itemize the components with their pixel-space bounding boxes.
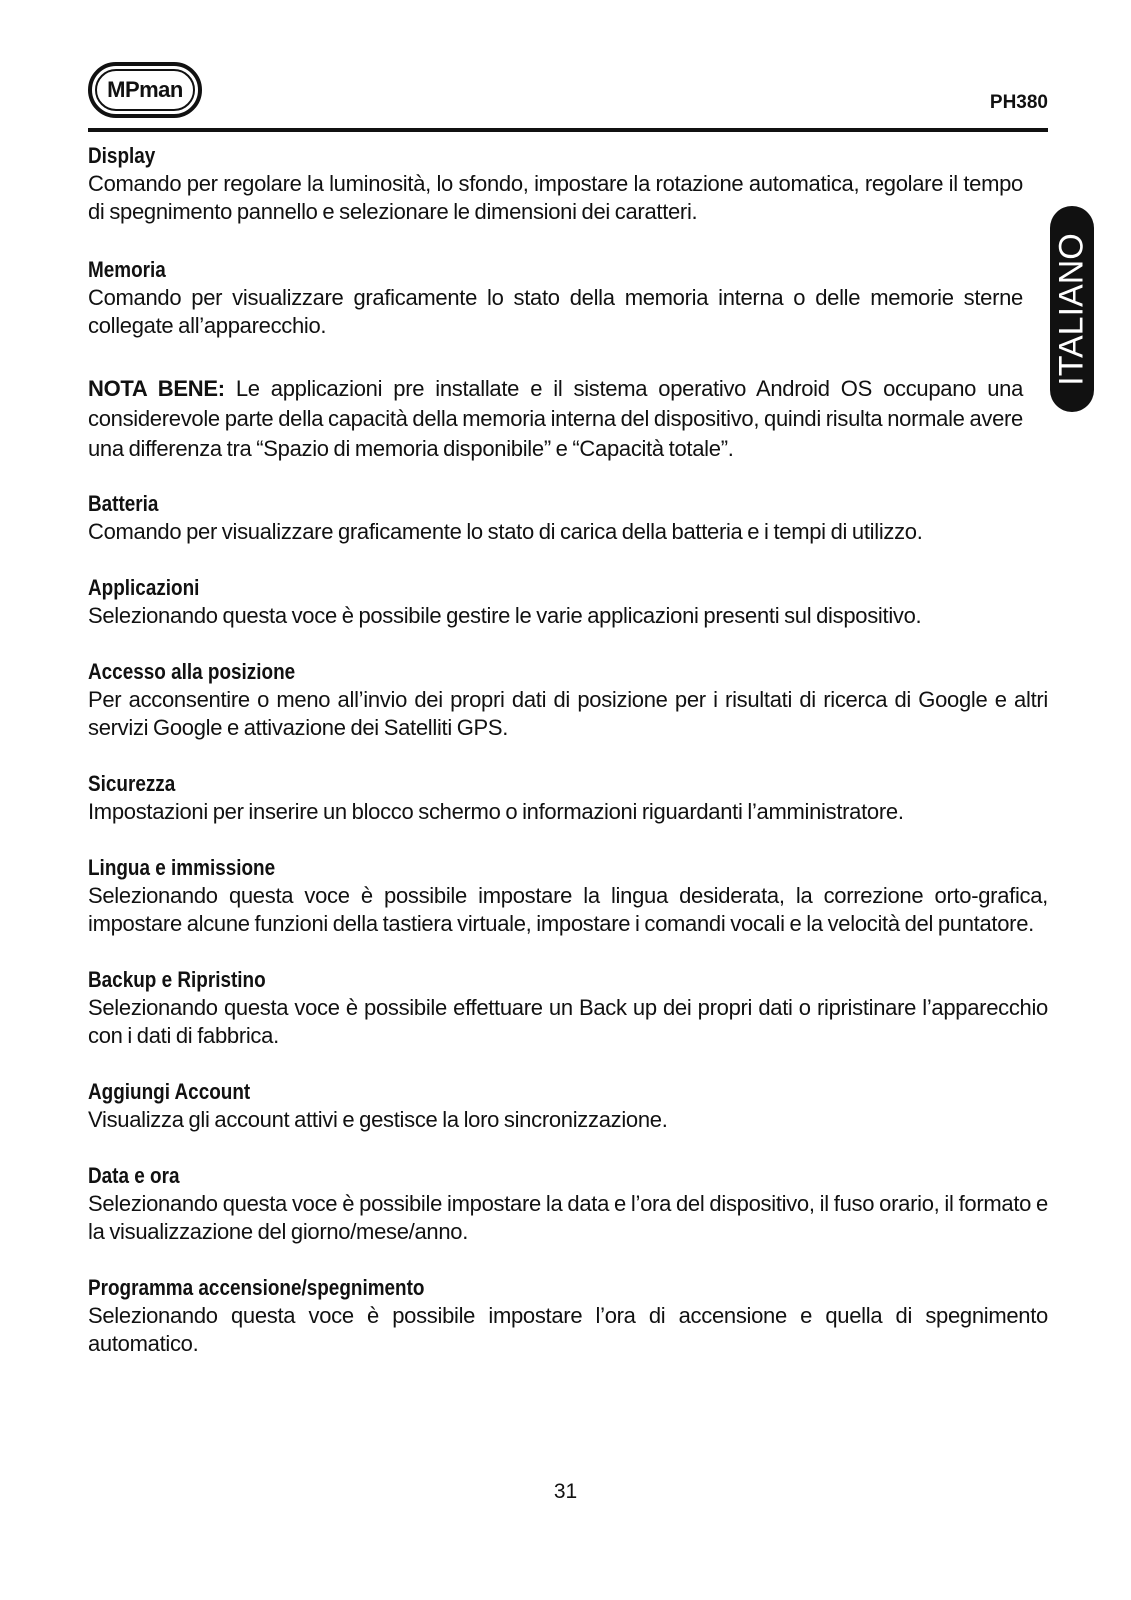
section-lingua-immissione xyxy=(88,854,1048,938)
section-title: Batteria xyxy=(88,491,159,516)
section-sicurezza xyxy=(88,770,1048,826)
section-memoria xyxy=(88,256,1048,340)
note-text: Le applicazioni pre installate e il sistema operativo Android OS occupano una considerevole parte della capacità della memoria interna del dispositivo, quindi risulta normale avere una differenza tra “Spazio di memoria disponibile” e “Capacità totale”. xyxy=(88,376,1024,461)
section-applicazioni xyxy=(88,574,1048,630)
section-body: Per acconsentire o meno all’invio dei propri dati di posizione per i risultati di ricerca di Google e altri servizi Google e attivazione dei Satelliti GPS. xyxy=(88,687,1048,740)
section-title: Display xyxy=(88,143,156,168)
section-body: Selezionando questa voce è possibile impostare la data e l’ora del dispositivo, il fuso orario, il formato e la visualizzazione del giorno/mese/anno. xyxy=(88,1191,1048,1244)
section-title: Data e ora xyxy=(88,1163,180,1188)
section-body: Comando per regolare la luminosità, lo sfondo, impostare la rotazione automatica, regolare il tempo di spegnimento pannello e selezionare le dimensioni dei caratteri. xyxy=(88,171,1023,224)
section-body: Comando per visualizzare graficamente lo stato della memoria interna o delle memorie sterne collegate all’apparecchio. xyxy=(88,285,1023,338)
section-body: Selezionando questa voce è possibile effettuare un Back up dei propri dati o ripristinare l’apparecchio con i dati di fabbrica. xyxy=(88,995,1048,1048)
section-title: Programma accensione/spegnimento xyxy=(88,1275,425,1300)
brand-logo-text: MPman xyxy=(95,69,195,111)
brand-logo xyxy=(88,62,202,118)
language-tab-label: ITALIANO xyxy=(1052,232,1091,386)
section-title: Applicazioni xyxy=(88,575,200,600)
section-body: Selezionando questa voce è possibile impostare l’ora di accensione e quella di spegnimento automatico. xyxy=(88,1303,1048,1356)
section-title: Sicurezza xyxy=(88,771,176,796)
section-title: Lingua e immissione xyxy=(88,855,276,880)
page-content xyxy=(88,142,1048,1358)
page-number: 31 xyxy=(553,1480,578,1503)
section-body: Selezionando questa voce è possibile gestire le varie applicazioni presenti sul dispositivo. xyxy=(88,603,922,628)
section-body: Visualizza gli account attivi e gestisce la loro sincronizzazione. xyxy=(88,1107,668,1132)
section-title: Aggiungi Account xyxy=(88,1079,251,1104)
section-title: Backup e Ripristino xyxy=(88,967,266,992)
section-backup-ripristino xyxy=(88,966,1048,1050)
section-accesso-posizione xyxy=(88,658,1048,742)
section-title: Accesso alla posizione xyxy=(88,659,296,684)
section-data-ora xyxy=(88,1162,1048,1246)
section-body: Impostazioni per inserire un blocco schermo o informazioni riguardanti l’amministratore. xyxy=(88,799,904,824)
note-label: NOTA BENE: xyxy=(88,376,225,401)
model-number: PH380 xyxy=(989,92,1048,113)
header-divider xyxy=(88,128,1048,132)
section-batteria xyxy=(88,490,1048,546)
section-body: Comando per visualizzare graficamente lo stato di carica della batteria e i tempi di utilizzo. xyxy=(88,519,923,544)
section-title: Memoria xyxy=(88,257,166,282)
section-aggiungi-account xyxy=(88,1078,1048,1134)
section-display xyxy=(88,142,1048,226)
section-programma-accensione xyxy=(88,1274,1048,1358)
language-tab xyxy=(1050,206,1094,412)
note-block xyxy=(88,374,1023,464)
section-body: Selezionando questa voce è possibile impostare la lingua desiderata, la correzione orto-grafica, impostare alcune funzioni della tastiera virtuale, impostare i comandi vocali e la velocità del puntatore. xyxy=(88,883,1048,936)
